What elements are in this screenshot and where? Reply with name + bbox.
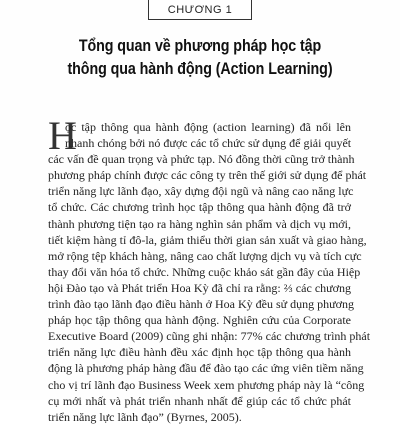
body-line: trình đào tạo lãnh đạo điều hành ở Hoa Kỳ đều sử dụng phương <box>48 297 354 312</box>
chapter-title <box>66 34 335 80</box>
body-line: triển năng lực lãnh đạo, xây dựng đội ngũ và nâng cao năng lực <box>48 184 354 199</box>
body-line: triển năng lực lãnh đạo” (Byrnes, 2005). <box>48 409 242 424</box>
chapter-title-line-2: thông qua hành động (Action Learning) <box>67 59 333 78</box>
body-line: cụ mới nhất và phát triển nhanh nhất để giúp các tổ chức phát <box>48 393 351 408</box>
body-line: pháp học tập thông qua hành động. Nghiên cứu của Corporate <box>48 313 351 328</box>
body-line: mở rộng tệp khách hàng, nâng cao chất lượng dịch vụ và tích cực <box>48 248 362 263</box>
body-line: Executive Board (2009) cũng ghi nhận: 77% các chương trình phát <box>48 329 371 344</box>
drop-cap: H <box>48 113 77 158</box>
body-line: hội Đào tạo và Phát triển Hoa Kỳ đã chỉ ra rằng: ⅔ các chương <box>48 280 351 295</box>
body-line: tiết kiệm hàng tỉ đô-la, giảm thiểu thời gian sản xuất và giao hàng, <box>48 232 367 247</box>
body-text <box>48 113 371 425</box>
body-line: phương pháp chính được các công ty trên thế giới sử dụng để phát <box>48 168 367 183</box>
body-line: thay đổi văn hóa tổ chức. Những cuộc khảo sát gần đây của Hiệp <box>48 264 361 279</box>
body-line: ọc tập thông qua hành động (action learning) đã nổi lên <box>65 120 351 134</box>
chapter-label: CHƯƠNG 1 <box>148 0 252 20</box>
body-line: tổ chức. Các chương trình học tập thông qua hành động đã trở <box>48 200 351 215</box>
body-line: cho vị trí lãnh đạo Business Week xem phương pháp này là “công <box>48 377 365 392</box>
body-line: động là phương pháp hàng đầu để đào tạo các ứng viên tiềm năng <box>48 361 364 376</box>
body-line: nhanh chóng bởi nó được các tổ chức sử dụng để giải quyết <box>65 136 352 151</box>
body-line: các vấn đề quan trọng và phức tạp. Nó đồng thời cũng trở thành <box>48 152 355 167</box>
body-line: triển năng lực điều hành đều xác định học tập thông qua hành <box>48 345 351 360</box>
chapter-title-line-1: Tổng quan về phương pháp học tập <box>78 36 322 55</box>
body-line: thành phương tiện tạo ra hàng nghìn sản phẩm và dịch vụ mới, <box>48 216 351 231</box>
